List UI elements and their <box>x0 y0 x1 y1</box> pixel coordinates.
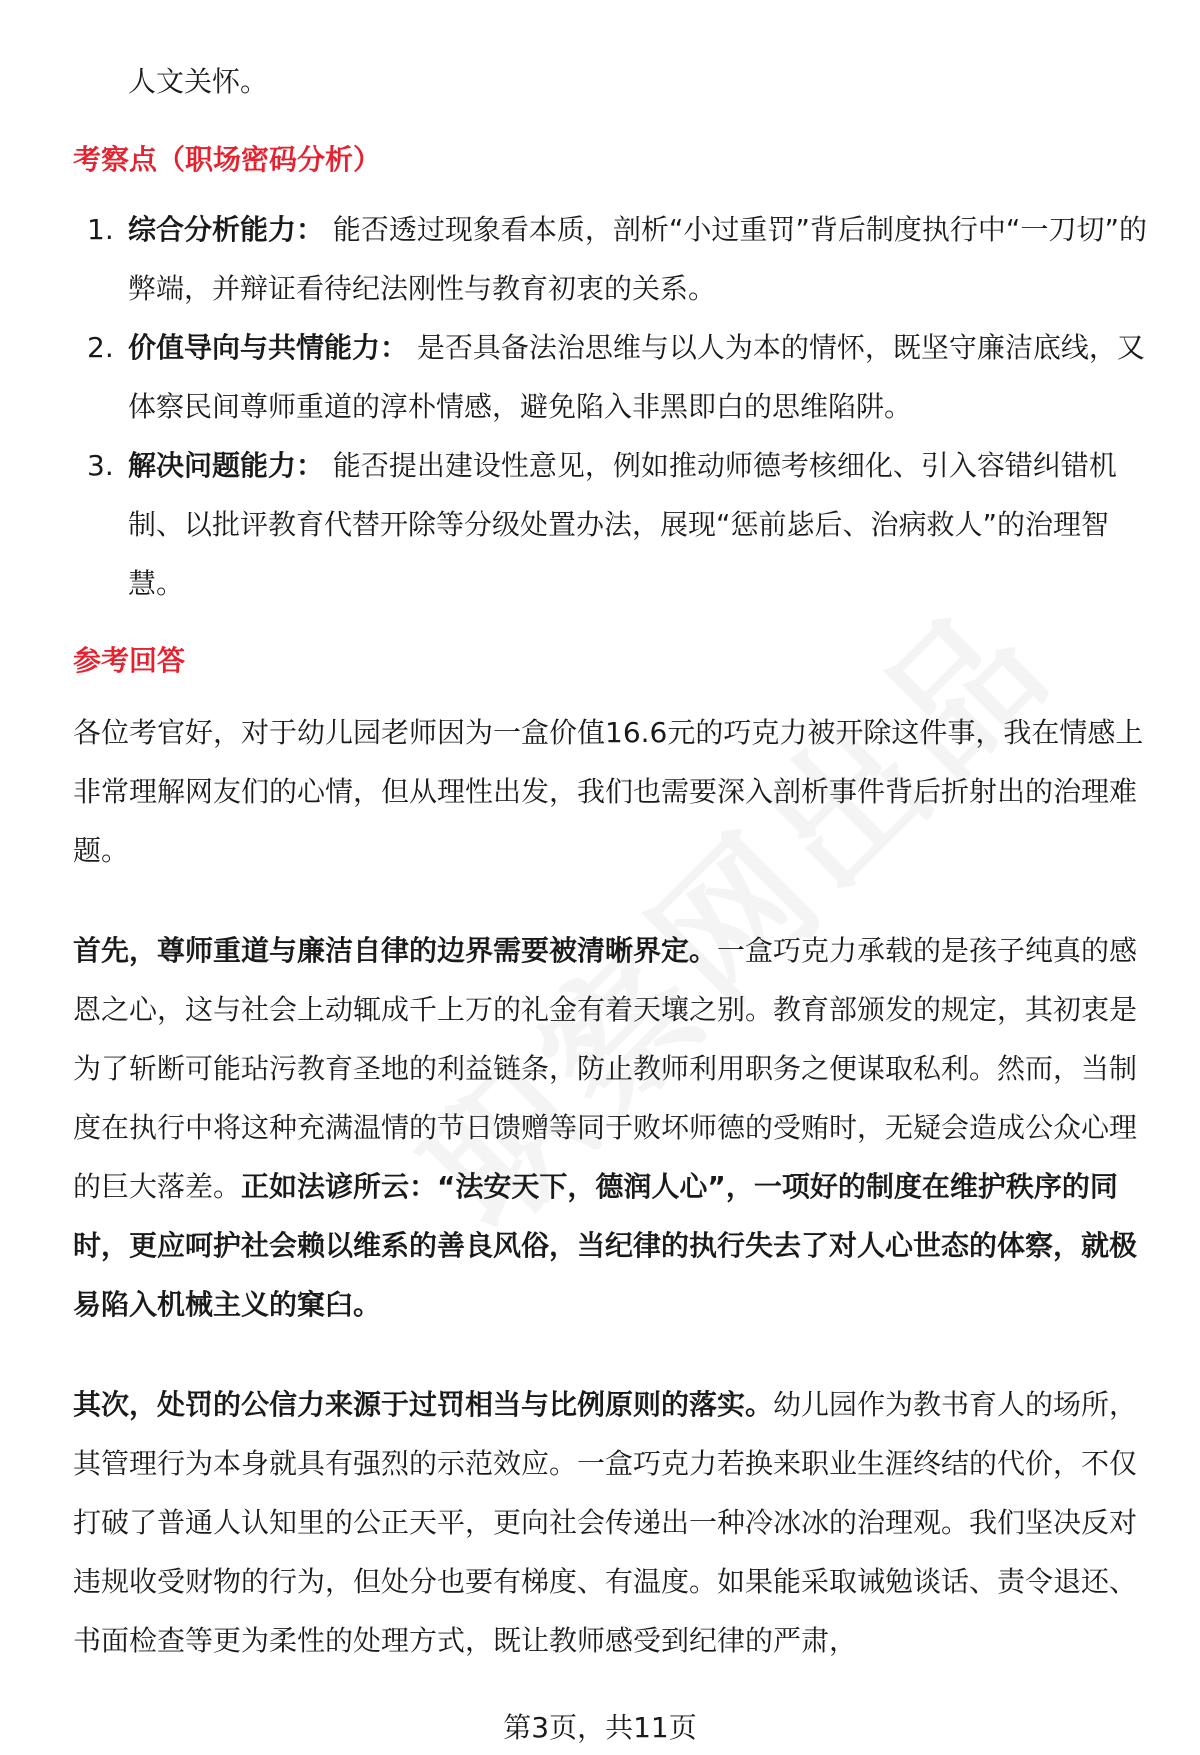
paragraph-body: 幼儿园作为教书育人的场所，其管理行为本身就具有强烈的示范效应。一盒巧克力若换来职业生涯终结的代价，不仅打破了普通人认知里的公正天平，更向社会传递出一种冷冰冰的治理观。我们坚决反对违规收受财物的行为，但处分也要有梯度、有温度。如果能采取诫勉谈话、责令退还、书面检查等更为柔性的处理方式，既让教师感受到纪律的严肃， <box>73 1388 1138 1657</box>
list-item <box>73 318 1153 436</box>
list-item-label: 综合分析能力： <box>128 213 325 246</box>
list-item <box>73 200 1153 318</box>
list-item-text: 是否具备法治思维与以人为本的情怀，既坚守廉洁底线，又体察民间尊师重道的淳朴情感，避免陷入非黑即白的思维陷阱。 <box>128 331 1145 423</box>
page-number-footer: 第3页，共11页 <box>503 1711 697 1744</box>
paragraph-lead: 其次，处罚的公信力来源于过罚相当与比例原则的落实。 <box>73 1388 774 1421</box>
list-item-label: 价值导向与共情能力： <box>128 331 409 364</box>
list-item <box>73 436 1153 613</box>
answer-paragraph-first-point <box>73 921 1153 1334</box>
paragraph-lead: 首先，尊师重道与廉洁自律的边界需要被清晰界定。 <box>73 934 718 967</box>
paragraph-emphasis: 正如法谚所云：“法安天下，德润人心”，一项好的制度在维护秩序的同时，更应呵护社会赖以维系的善良风俗，当纪律的执行失去了对人心世态的体察，就极易陷入机械主义的窠臼。 <box>73 1170 1138 1321</box>
paragraph-body: 一盒巧克力承载的是孩子纯真的感恩之心，这与社会上动辄成千上万的礼金有着天壤之别。教育部颁发的规定，其初衷是为了斩断可能玷污教育圣地的利益链条，防止教师利用职务之便谋取私利。然而，当制度在执行中将这种充满温情的节日馈赠等同于败坏师德的受贿时，无疑会造成公众心理的巨大落差。 <box>73 934 1138 1203</box>
document-body <box>73 52 1153 1670</box>
answer-paragraph-second-point <box>73 1375 1153 1670</box>
section-heading-reference-answer: 参考回答 <box>73 644 186 677</box>
list-number: 1. <box>87 213 114 246</box>
list-item-text: 能否提出建设性意见，例如推动师德考核细化、引入容错纠错机制、以批评教育代替开除等分级处置办法，展现“惩前毖后、治病救人”的治理智慧。 <box>128 449 1117 600</box>
intro-tail: 人文关怀。 <box>128 65 269 98</box>
examination-points-list <box>73 200 1153 613</box>
list-item-text: 能否透过现象看本质，剖析“小过重罚”背后制度执行中“一刀切”的弊端，并辩证看待纪法刚性与教育初衷的关系。 <box>128 213 1147 305</box>
list-number: 2. <box>87 331 114 364</box>
list-item-label: 解决问题能力： <box>128 449 325 482</box>
list-number: 3. <box>87 449 114 482</box>
answer-opening-paragraph: 各位考官好，对于幼儿园老师因为一盒价值16.6元的巧克力被开除这件事，我在情感上非常理解网友们的心情，但从理性出发，我们也需要深入剖析事件背后折射出的治理难题。 <box>73 716 1144 867</box>
section-heading-examination-points: 考察点（职场密码分析） <box>73 143 382 176</box>
